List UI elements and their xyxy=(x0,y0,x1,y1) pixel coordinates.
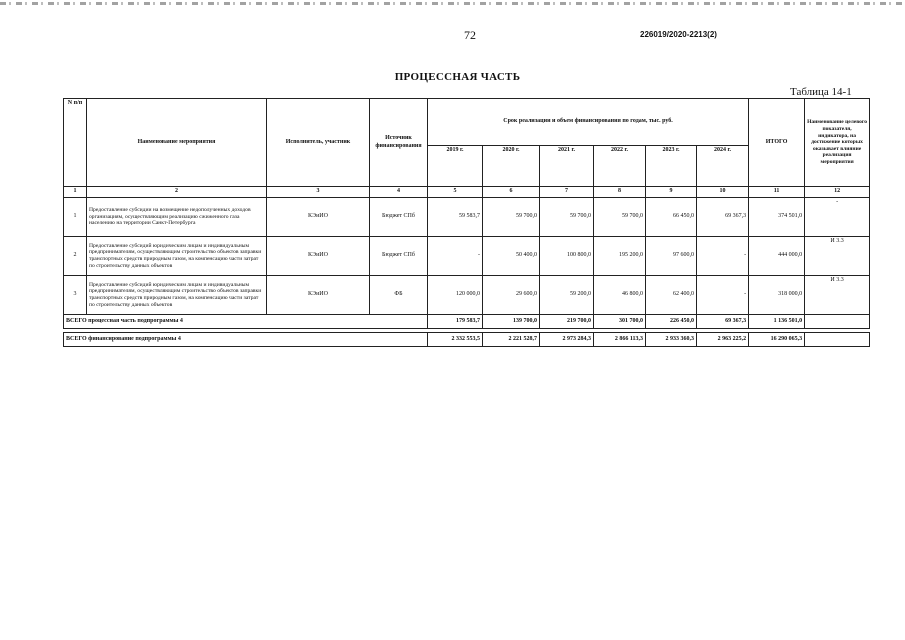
grand-total-2021: 2 973 284,3 xyxy=(540,333,594,347)
scan-artifact-line xyxy=(0,2,905,5)
grand-total-indicator-empty xyxy=(805,333,870,347)
header-year: 2020 г. xyxy=(483,146,540,187)
header-indicator: Наименование целевого показателя, индикатора, на достижение которых оказывает влияние реализация мероприятия xyxy=(805,99,870,187)
indicator: И 3.3 xyxy=(805,237,870,276)
column-index: 9 xyxy=(646,187,697,198)
amount-total: 444 000,0 xyxy=(749,237,805,276)
header-name: Наименование мероприятия xyxy=(87,99,267,187)
amount-2023: 66 450,0 xyxy=(646,198,697,237)
activity-name: Предоставление субсидий юридическим лицам и индивидуальным предпринимателям, осуществляющим строительство объектов заправки транспортных средств природным газом, на компенсацию части затрат по строительству данных объектов xyxy=(87,237,267,276)
header-executor: Исполнитель, участник xyxy=(267,99,370,187)
amount-2019: 59 583,7 xyxy=(428,198,483,237)
subtotal-2020: 139 700,0 xyxy=(483,315,540,329)
document-code: 226019/2020-2213(2) xyxy=(640,30,717,39)
row-number: 3 xyxy=(64,276,87,315)
column-index: 6 xyxy=(483,187,540,198)
amount-2024: - xyxy=(697,237,749,276)
amount-total: 374 501,0 xyxy=(749,198,805,237)
amount-total: 318 000,0 xyxy=(749,276,805,315)
amount-2023: 62 400,0 xyxy=(646,276,697,315)
header-period: Срок реализации и объем финансирования по годам, тыс. руб. xyxy=(428,99,749,146)
executor: КЭиИО xyxy=(267,198,370,237)
financing-table xyxy=(63,98,870,347)
header-year: 2019 г. xyxy=(428,146,483,187)
amount-2019: 120 000,0 xyxy=(428,276,483,315)
subtotal-2024: 69 367,3 xyxy=(697,315,749,329)
amount-2020: 50 400,0 xyxy=(483,237,540,276)
header-year: 2021 г. xyxy=(540,146,594,187)
funding-source: ФБ xyxy=(370,276,428,315)
grand-total-2020: 2 221 528,7 xyxy=(483,333,540,347)
subtotal-row xyxy=(64,315,870,329)
header-row-1 xyxy=(64,99,870,146)
activity-name: Предоставление субсидий юридическим лицам и индивидуальным предпринимателям, осуществляющим строительство объектов заправки транспортных средств природным газом, на компенсацию части затрат по строительству данных объектов xyxy=(87,276,267,315)
amount-2022: 59 700,0 xyxy=(594,198,646,237)
column-index: 12 xyxy=(805,187,870,198)
row-number: 1 xyxy=(64,198,87,237)
header-year: 2024 г. xyxy=(697,146,749,187)
amount-2024: 69 367,3 xyxy=(697,198,749,237)
header-total: ИТОГО xyxy=(749,99,805,187)
subtotal-2021: 219 700,0 xyxy=(540,315,594,329)
header-source: Источник финансирования xyxy=(370,99,428,187)
row-number: 2 xyxy=(64,237,87,276)
column-index: 7 xyxy=(540,187,594,198)
amount-2020: 59 700,0 xyxy=(483,198,540,237)
column-index: 11 xyxy=(749,187,805,198)
page-number: 72 xyxy=(464,28,476,42)
grand-total-2024: 2 963 225,2 xyxy=(697,333,749,347)
activity-name: Предоставление субсидии на возмещение недополученных доходов организациям, осуществляющим реализацию сжиженного газа населению на территории Санкт-Петербурга xyxy=(87,198,267,237)
header-num: N п/п xyxy=(64,99,87,187)
header-year: 2022 г. xyxy=(594,146,646,187)
table-label: Таблица 14-1 xyxy=(790,86,852,98)
grand-total-row xyxy=(64,333,870,347)
executor: КЭиИО xyxy=(267,276,370,315)
amount-2021: 100 800,0 xyxy=(540,237,594,276)
subtotal-2019: 179 583,7 xyxy=(428,315,483,329)
funding-source: Бюджет СПб xyxy=(370,198,428,237)
column-index: 3 xyxy=(267,187,370,198)
subtotal-2023: 226 450,0 xyxy=(646,315,697,329)
indicator: И 3.3 xyxy=(805,276,870,315)
column-index: 10 xyxy=(697,187,749,198)
table-row xyxy=(64,237,870,276)
column-index-row xyxy=(64,187,870,198)
amount-2022: 195 200,0 xyxy=(594,237,646,276)
grand-total-2019: 2 332 553,5 xyxy=(428,333,483,347)
amount-2021: 59 700,0 xyxy=(540,198,594,237)
amount-2021: 59 200,0 xyxy=(540,276,594,315)
column-index: 8 xyxy=(594,187,646,198)
amount-2024: - xyxy=(697,276,749,315)
table-row xyxy=(64,198,870,237)
grand-total-total: 16 290 065,3 xyxy=(749,333,805,347)
amount-2020: 29 600,0 xyxy=(483,276,540,315)
column-index: 2 xyxy=(87,187,267,198)
executor: КЭиИО xyxy=(267,237,370,276)
column-index: 5 xyxy=(428,187,483,198)
column-index: 1 xyxy=(64,187,87,198)
subtotal-indicator-empty xyxy=(805,315,870,329)
column-index: 4 xyxy=(370,187,428,198)
grand-total-2023: 2 933 360,3 xyxy=(646,333,697,347)
table-row xyxy=(64,276,870,315)
amount-2019: - xyxy=(428,237,483,276)
amount-2022: 46 800,0 xyxy=(594,276,646,315)
funding-source: Бюджет СПб xyxy=(370,237,428,276)
amount-2023: 97 600,0 xyxy=(646,237,697,276)
section-title: ПРОЦЕССНАЯ ЧАСТЬ xyxy=(394,71,521,83)
grand-total-2022: 2 866 113,3 xyxy=(594,333,646,347)
indicator: - xyxy=(805,198,870,237)
subtotal-total: 1 136 501,0 xyxy=(749,315,805,329)
grand-total-label: ВСЕГО финансирование подпрограммы 4 xyxy=(64,333,428,347)
header-year: 2023 г. xyxy=(646,146,697,187)
subtotal-label: ВСЕГО процессная часть подпрограммы 4 xyxy=(64,315,428,329)
subtotal-2022: 301 700,0 xyxy=(594,315,646,329)
